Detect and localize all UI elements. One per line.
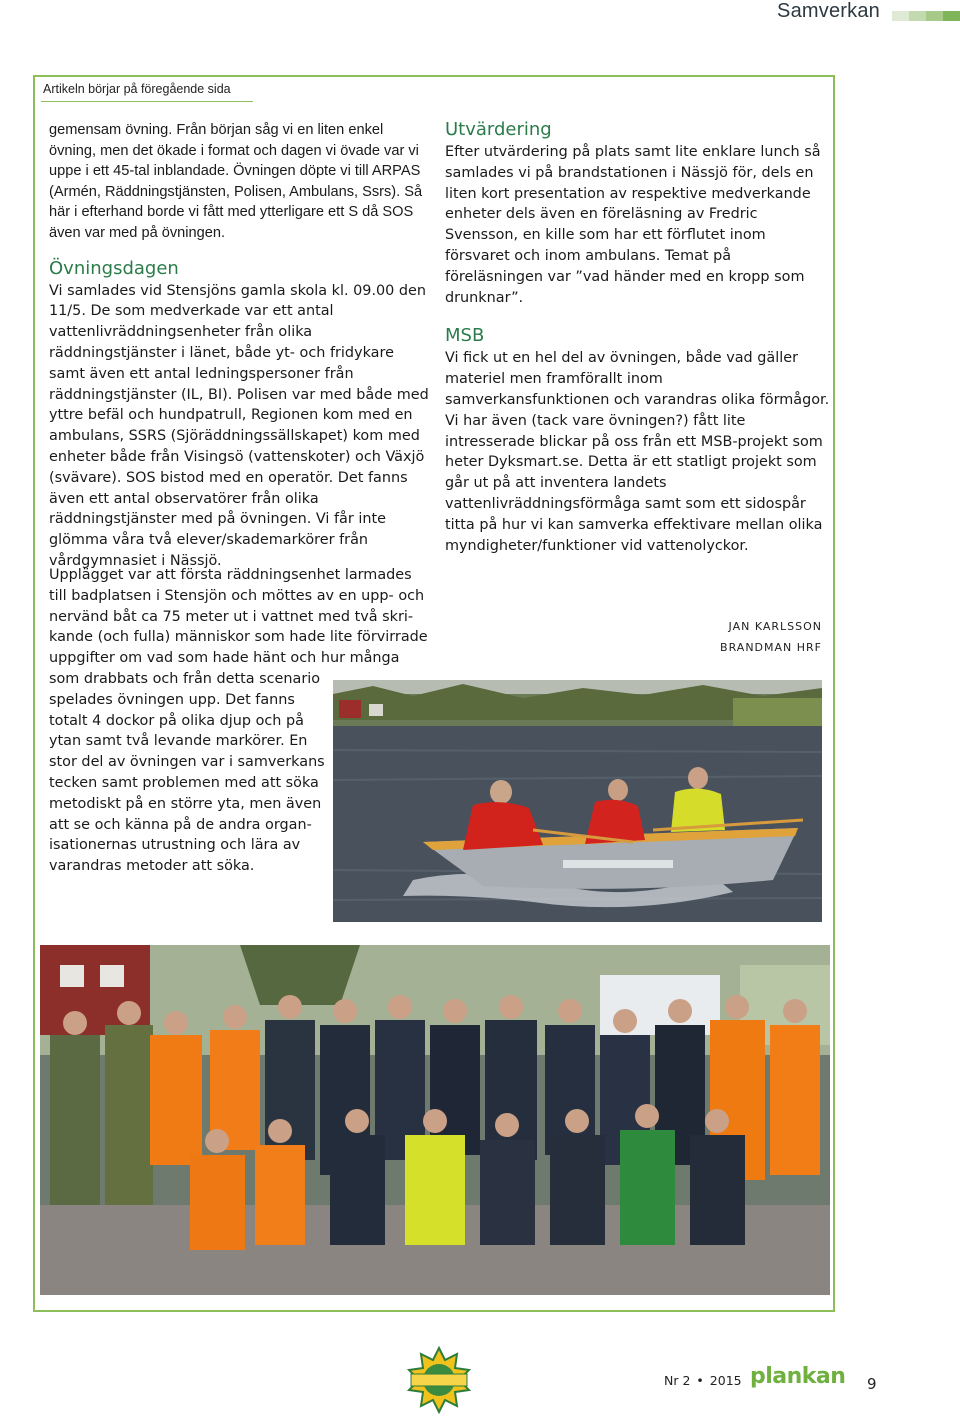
byline-name: JAN KARLSSON bbox=[728, 620, 822, 633]
upplagget-line: totalt 4 dockor på olika djup och på bbox=[49, 712, 304, 729]
issue-year: 2015 bbox=[709, 1373, 742, 1388]
utvardering-heading: Utvärdering bbox=[445, 119, 552, 140]
upplagget-line: metodiskt på en större yta, men även bbox=[49, 795, 322, 812]
magazine-logo: plankan bbox=[750, 1364, 846, 1389]
upplagget-line: uppgifter om vad som hade hänt och hur många bbox=[49, 650, 400, 667]
issue-bullet: • bbox=[696, 1373, 704, 1388]
strip-block bbox=[892, 11, 909, 21]
upplagget-line: spelades övningen upp. Det fanns bbox=[49, 691, 295, 708]
continued-rule bbox=[41, 101, 253, 102]
byline-title: BRANDMAN HRF bbox=[720, 641, 822, 654]
ovningsdagen-heading: Övningsdagen bbox=[49, 257, 179, 279]
intro-paragraph: gemensam övning. Från början såg vi en liten enkel övning, men det ökade i format och dagen vi övade var vi uppe i ett 45-tal inblandade. Övningen döpte vi till ARPAS (Armén, Räddningstjänsten, Polisen, Ambulans, Ssrs). Så här i efterhand borde vi fått med ytterligare ett S då SOS även var med på övningen. bbox=[49, 122, 423, 241]
upplagget-line: isationernas utrustning och lära av bbox=[49, 837, 301, 854]
left-column bbox=[49, 120, 433, 572]
group-photo bbox=[40, 945, 830, 1295]
upplagget-line: att se och känna på de andra organ- bbox=[49, 816, 312, 833]
utvardering-paragraph: Efter utvärdering på plats samt lite enklare lunch så samlades vi på brandstationen i Nässjö för, dels en liten kort presentation av respektive medverkande enheter dels även en föreläsning av Fredric Svensson, en kille som har ett förflutet inom försvaret och inom ambulans. Temat på föreläsningen var ”vad händer med en kropp som drunknar”. bbox=[445, 144, 821, 306]
upplagget-line: till badplatsen i Stensjön och möttes av en upp- och bbox=[49, 587, 425, 604]
msb-heading: MSB bbox=[445, 325, 485, 347]
raddsamf-logo bbox=[405, 1346, 473, 1414]
header-color-strip bbox=[892, 11, 960, 21]
right-column bbox=[445, 118, 830, 556]
msb-paragraph: Vi fick ut en hel del av övningen, både vad gäller materiel men framförallt inom samverkansfunktionen och varandras olika förmågor. Vi har även (tack vare övningen?) fått lite intresserade blickar på oss från ett MSB-projekt som heter Dyksmart.se. Detta är ett statligt projekt som går ut på att inventera landets vattenlivräddningsförmåga samt som ett sidospår titta på hur vi kan samverka effektivare mellan olika myndigheter/funktioner vid vattenolyckor. bbox=[445, 350, 830, 554]
strip-block bbox=[943, 11, 960, 21]
upplagget-line: nervänd båt ca 75 meter ut i vattnet med två skri- bbox=[49, 608, 414, 625]
upplagget-line: varandras metoder att söka. bbox=[49, 858, 255, 875]
boat-photo bbox=[333, 680, 822, 922]
strip-block bbox=[926, 11, 943, 21]
upplagget-line: kande (och fulla) människor som hade lite förvirrade bbox=[49, 629, 428, 646]
upplagget-line: tecken samt problemen med att söka bbox=[49, 774, 319, 791]
upplagget-line: Upplägget var att första räddningsenhet larmades bbox=[49, 567, 412, 583]
strip-block bbox=[909, 11, 926, 21]
continued-label: Artikeln börjar på föregående sida bbox=[43, 82, 231, 96]
ovningsdagen-paragraph: Vi samlades vid Stensjöns gamla skola kl. 09.00 den 11/5. De som medverkade var ett antal vattenlivräddningsenheter från olika räddningstjänster i länet, både yt- och fridykare samt även ett antal ledningspersoner från räddningstjänster (IL, BI). Polisen var med både med yttre befäl och hundpatrull, Regionen kom med en ambulans, SSRS (Sjöräddningssällskapet) kom med enheter både från Visingsö (vattenskoter) och Växjö (svävare). SOS bistod med en operatör. Det fanns även ett antal observatörer från olika räddningstjänster med på övningen. Vi får inte glömma våra två elever/skademarkörer från vårdgymnasiet i Nässjö. bbox=[49, 282, 429, 569]
upplagget-line: som drabbats och från detta scenario bbox=[49, 670, 321, 687]
page-number: 9 bbox=[867, 1375, 877, 1393]
section-title: Samverkan bbox=[777, 0, 880, 22]
upplagget-line: ytan samt två levande markörer. En bbox=[49, 733, 308, 750]
issue-number: Nr 2 bbox=[664, 1373, 691, 1388]
issue-info bbox=[664, 1373, 742, 1388]
upplagget-line: stor del av övningen var i samverkans bbox=[49, 754, 325, 771]
